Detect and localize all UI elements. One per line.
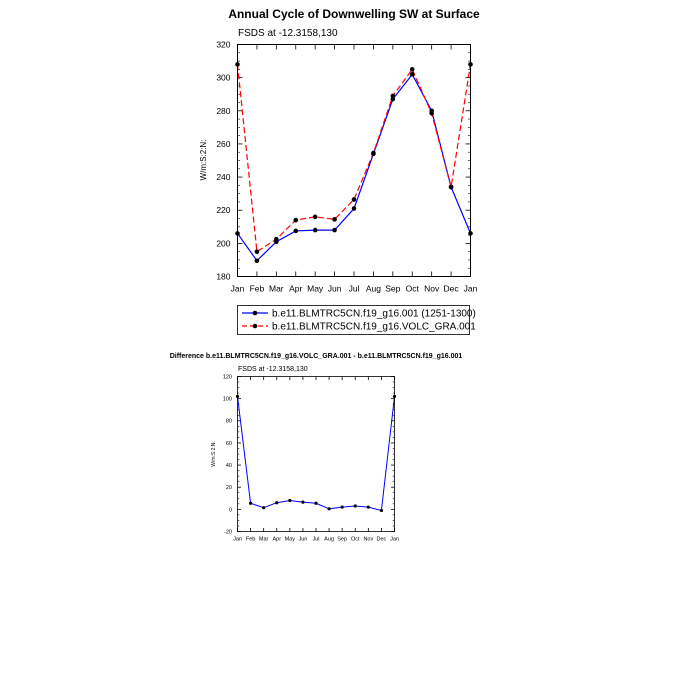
chart1-ytick-label: 240 [216,172,231,183]
legend-label-series-2: b.e11.BLMTRC5CN.f19_g16.VOLC_GRA.001 [272,321,476,333]
annual-cycle-chart [199,7,480,335]
legend-label-series-1: b.e11.BLMTRC5CN.f19_g16.001 (1251-1300) [272,308,476,320]
chart2-series-1-point [380,509,383,512]
chart2-series-1-point [354,504,357,507]
chart1-subtitle: FSDS at -12.3158,130 [238,28,338,39]
chart2-xtick-label: Feb [245,536,256,543]
chart1-xtick-label: Jan [463,283,478,294]
chart1-series-2-line [238,64,471,251]
chart2-ytick-label: 60 [225,440,232,447]
chart1-xtick-label: Nov [424,283,440,294]
chart2-series-1-point [327,507,330,510]
chart2-title: Difference b.e11.BLMTRC5CN.f19_g16.VOLC_GRA.001 - b.e11.BLMTRC5CN.f19_g16.001 [169,353,463,360]
chart1-xtick-label: May [307,283,324,294]
chart1-series-2-point [391,94,396,99]
chart1-xtick-label: Feb [249,283,265,294]
chart1-series-1-point [332,228,337,233]
chart1-series-1-point [313,228,318,233]
chart1-series-1-point [293,229,298,234]
chart2-xtick-label: Oct [350,536,360,543]
chart2-series-1-point [275,501,278,504]
chart1-series-2-point [332,217,337,222]
chart2-xtick-label: Apr [272,536,282,543]
chart1-series-1-point [255,258,260,263]
chart1-xtick-label: Oct [405,283,419,294]
chart1-legend [238,306,477,335]
chart1-series-2-point [293,218,298,223]
chart1-ylabel: W/m:S:2:N: [199,139,208,181]
chart1-xtick-label: Jul [348,283,360,294]
chart2-series-1-point [341,506,344,509]
chart2-ytick-label: 80 [225,418,232,425]
chart2-xtick-label: Mar [258,536,269,543]
chart1-ytick-label: 260 [216,138,231,149]
chart2-series-1-line [238,396,395,510]
legend-entry-series-1 [242,309,476,320]
chart2-xtick-label: Nov [363,536,374,543]
chart1-series-1-point [352,206,357,211]
chart1-xtick-label: Jan [230,283,245,294]
chart2-ytick-label: -20 [224,529,232,536]
difference-chart [170,353,463,543]
chart2-ytick-label: 20 [225,485,232,492]
chart2-ytick-label: 120 [222,374,232,381]
chart1-series-2-point [255,249,260,254]
chart2-ytick-label: 100 [222,396,232,403]
chart1-title: Annual Cycle of Downwelling SW at Surface [228,7,480,21]
chart2-subtitle: FSDS at -12.3158,130 [238,366,308,373]
chart1-ytick-label: 200 [216,238,231,249]
chart1-xtick-label: Mar [269,283,284,294]
chart2-series-1-point [314,502,317,505]
chart1-series-2-point [313,215,318,220]
chart2-ylabel: W/m:S:2:N: [211,441,217,467]
chart1-ytick-label: 180 [216,271,231,282]
chart1-ytick-label: 220 [216,205,231,216]
chart1-ytick-label: 320 [216,39,231,50]
chart1-series-2-point [410,67,415,72]
chart2-xtick-label: Jan [233,536,242,543]
chart2-xtick-label: Jun [298,536,308,543]
chart2-series-1-point [262,506,265,509]
chart1-xtick-label: Aug [365,283,381,294]
chart2-series-1-point [301,501,304,504]
chart2-xtick-label: Aug [324,536,334,543]
chart1-series-1-point [410,72,415,77]
chart1-series-2-point [371,151,376,156]
chart1-series-2-point [274,237,279,242]
legend-marker-series-1 [253,311,258,316]
chart2-xtick-label: Sep [337,536,348,543]
chart1-plot-frame [238,45,471,277]
chart1-ytick-label: 280 [216,105,231,116]
chart2-ytick-label: 40 [225,462,232,469]
chart1-xtick-label: Dec [443,283,459,294]
chart2-series-1-point [288,499,291,502]
chart1-series-2-point [449,185,454,190]
chart1-xtick-label: Sep [385,283,401,294]
chart2-series-1-point [249,502,252,505]
chart1-series-2-point [429,111,434,116]
chart1-series-2-point [352,197,357,202]
chart1-series-1-line [238,74,471,260]
chart1-xtick-label: Jun [327,283,342,294]
chart2-ytick-label: 0 [228,507,232,514]
chart2-xtick-label: Dec [376,536,387,543]
chart1-ytick-label: 300 [216,72,231,83]
chart1-xtick-label: Apr [289,283,303,294]
chart2-xtick-label: May [284,536,296,543]
legend-entry-series-2 [242,322,476,333]
chart2-xtick-label: Jan [390,536,399,543]
legend-marker-series-2 [253,324,258,329]
chart2-xtick-label: Jul [312,536,320,543]
chart2-series-1-point [367,506,370,509]
